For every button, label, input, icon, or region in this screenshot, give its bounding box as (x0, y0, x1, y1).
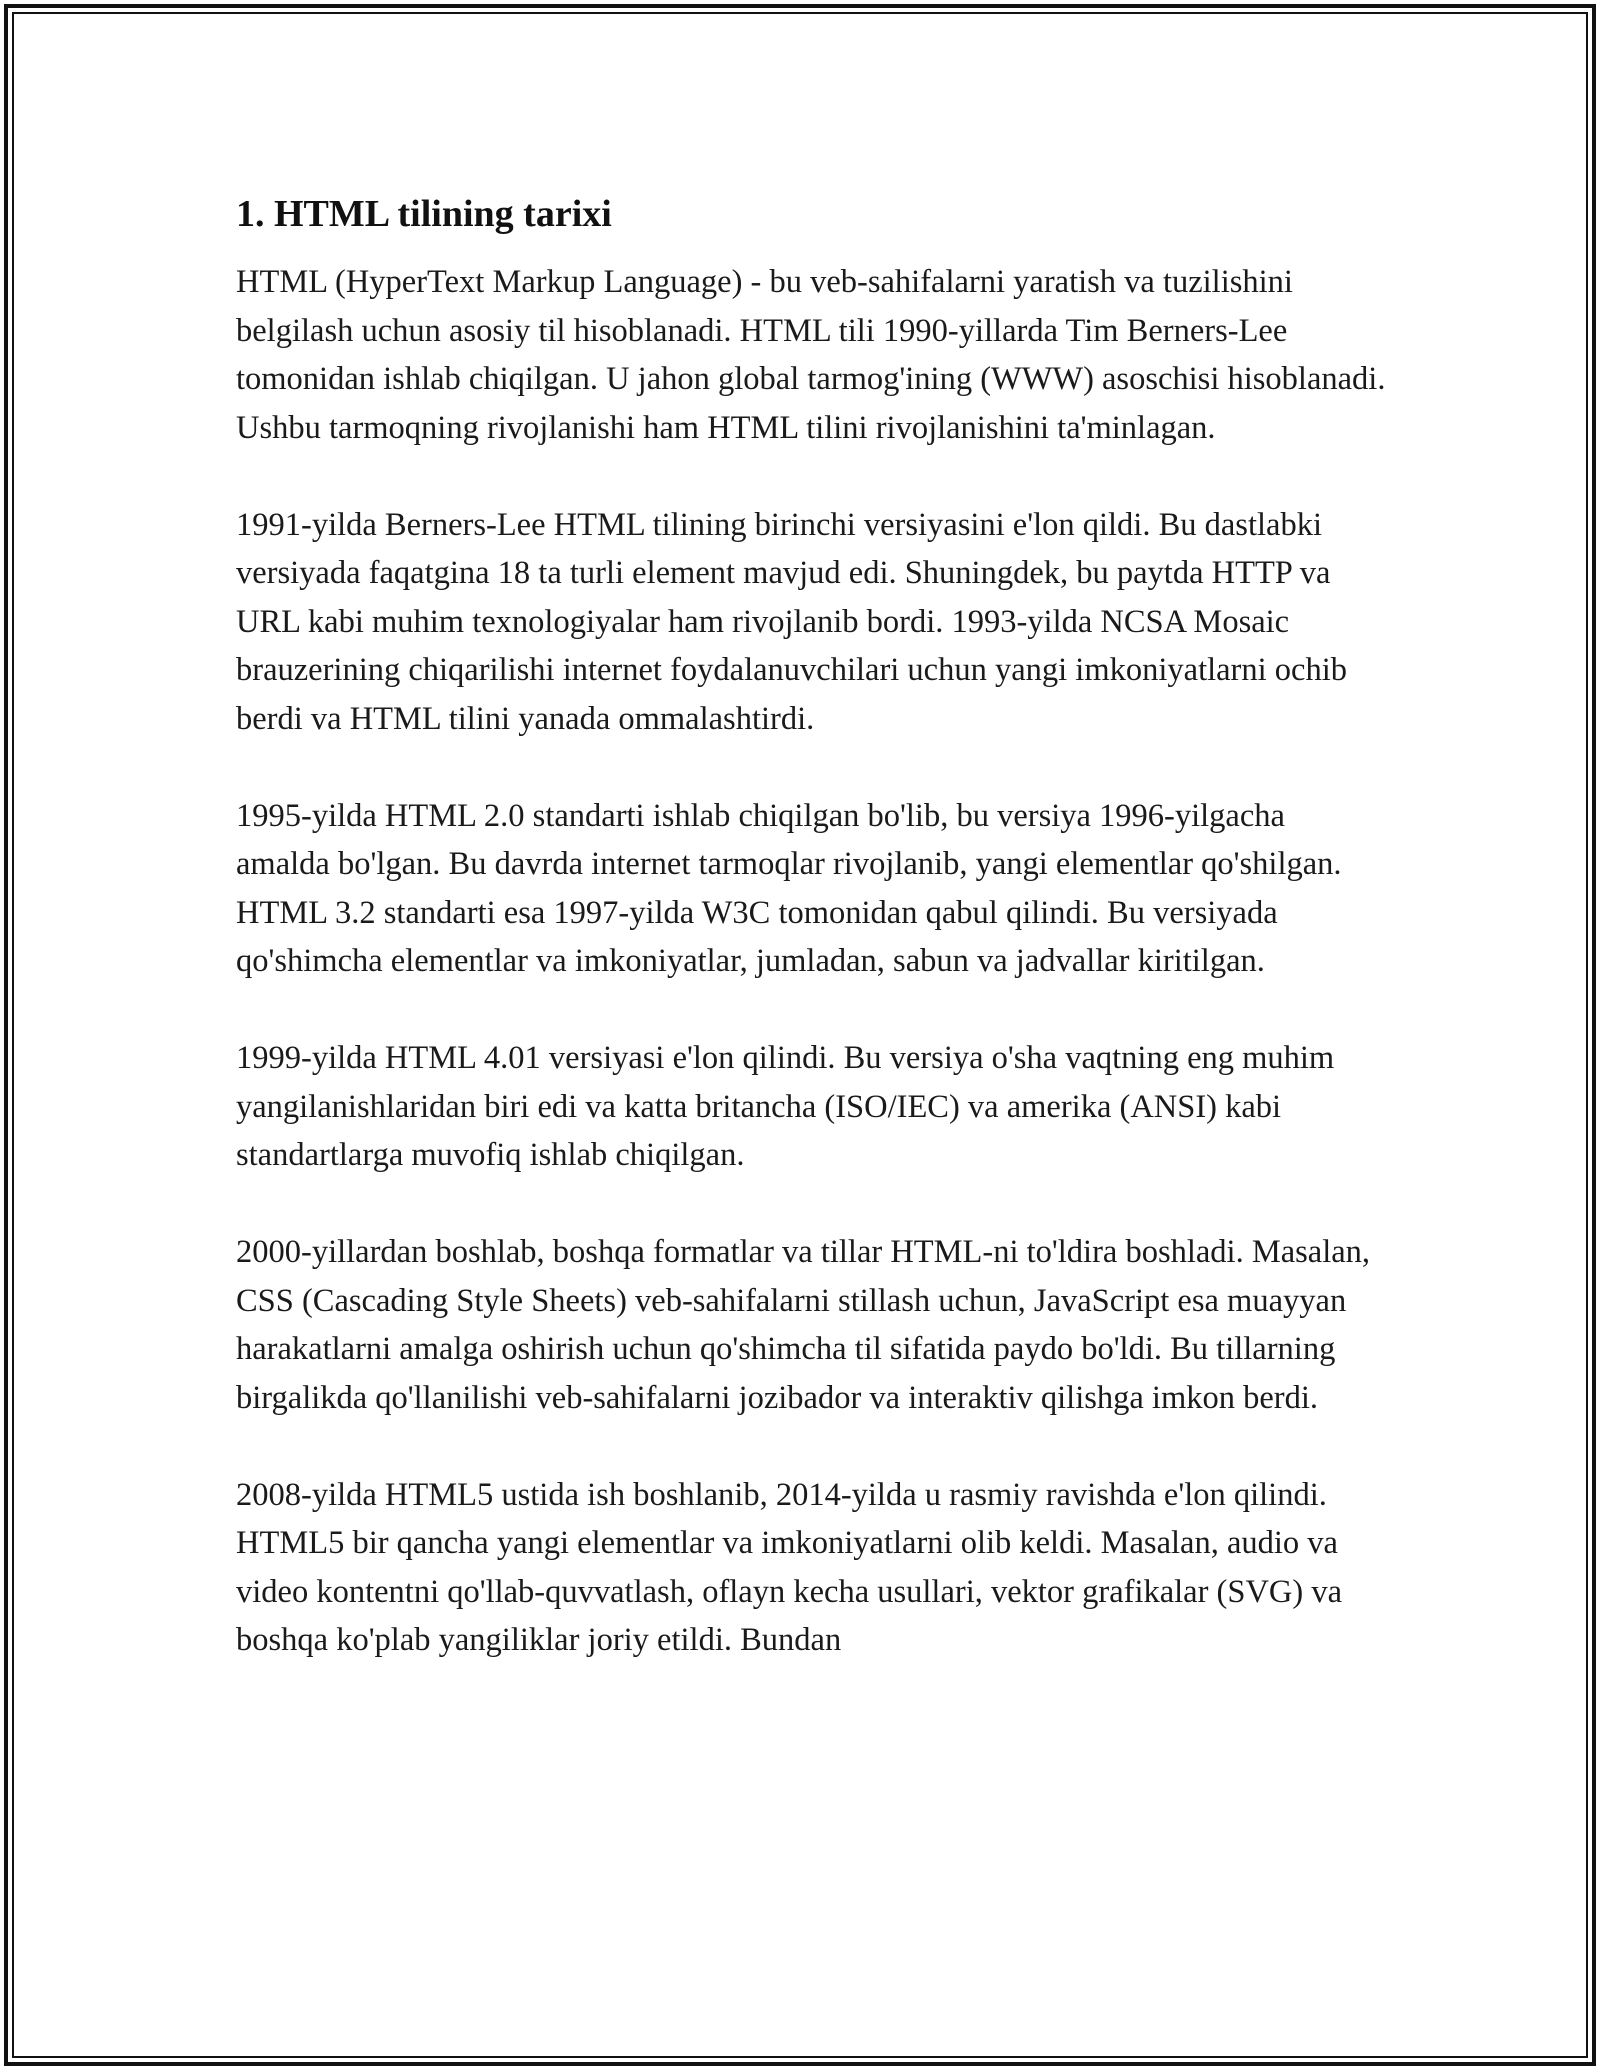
paragraph-1991: 1991-yilda Berners-Lee HTML tilining birinchi versiyasini e'lon qildi. Bu dastlabki versiyada faqatgina 18 ta turli element mavjud edi. Shuningdek, bu paytda HTTP va URL kabi muhim texnologiyalar ham rivojlanib bordi. 1993-yilda NCSA Mosaic brauzerining chiqarilishi internet foydalanuvchilari uchun yangi imkoniyatlarni ochib berdi va HTML tilini yanada ommalashtirdi. (236, 506, 1347, 737)
document-body (236, 184, 1386, 1665)
section-heading: 1. HTML tilining tarixi (236, 193, 612, 235)
paragraph-2008: 2008-yilda HTML5 ustida ish boshlanib, 2014-yilda u rasmiy ravishda e'lon qilindi. HTML5 bir qancha yangi elementlar va imkoniyatlarni olib keldi. Masalan, audio va video kontentni qo'llab-quvvatlash, oflayn kecha usullari, vektor grafikalar (SVG) va boshqa ko'plab yangiliklar joriy etildi. Bundan (236, 1476, 1343, 1658)
paragraph-2000s: 2000-yillardan boshlab, boshqa formatlar va tillar HTML-ni to'ldira boshladi. Masalan, CSS (Cascading Style Sheets) veb-sahifalarni stillash uchun, JavaScript esa muayyan harakatlarni amalga oshirish uchun qo'shimcha til sifatida paydo bo'ldi. Bu tillarning birgalikda qo'llanilishi veb-sahifalarni jozibador va interaktiv qilishga imkon berdi. (236, 1234, 1371, 1416)
paragraph-1995: 1995-yilda HTML 2.0 standarti ishlab chiqilgan bo'lib, bu versiya 1996-yilgacha amalda bo'lgan. Bu davrda internet tarmoqlar rivojlanib, yangi elementlar qo'shilgan. HTML 3.2 standarti esa 1997-yilda W3C tomonidan qabul qilindi. Bu versiyada qo'shimcha elementlar va imkoniyatlar, jumladan, sabun va jadvallar kiritilgan. (236, 797, 1342, 979)
paragraph-1999: 1999-yilda HTML 4.01 versiyasi e'lon qilindi. Bu versiya o'sha vaqtning eng muhim yangilanishlaridan biri edi va katta britancha (ISO/IEC) va amerika (ANSI) kabi standartlarga muvofiq ishlab chiqilgan. (236, 1040, 1335, 1173)
paragraph-html-definition: HTML (HyperText Markup Language) - bu veb-sahifalarni yaratish va tuzilishini belgilash uchun asosiy til hisoblanadi. HTML tili 1990-yillarda Tim Berners-Lee tomonidan ishlab chiqilgan. U jahon global tarmog'ining (WWW) asoschisi hisoblanadi. Ushbu tarmoqning rivojlanishi ham HTML tilini rivojlanishini ta'minlagan. (236, 264, 1386, 446)
